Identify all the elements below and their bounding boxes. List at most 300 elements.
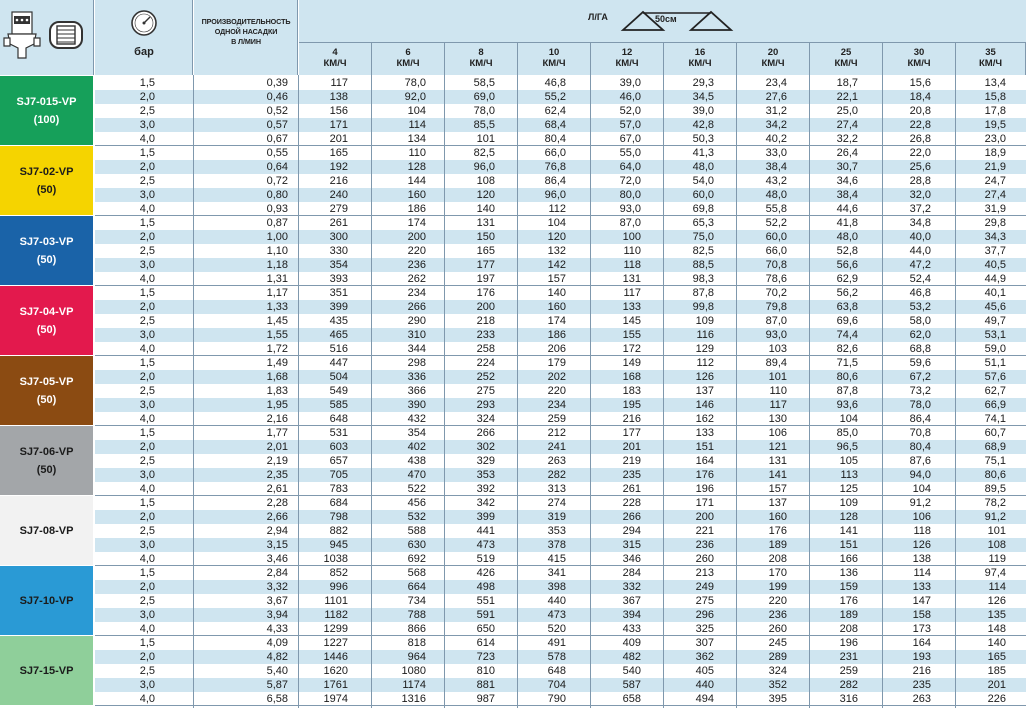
rate-cell: 39,0 <box>619 77 641 89</box>
flow-cell: 1,18 <box>266 259 288 271</box>
rate-cell: 19,5 <box>984 119 1006 131</box>
flow-cell: 0,55 <box>266 147 288 159</box>
table-row <box>95 328 1026 342</box>
rate-label: Л/ГА <box>588 12 608 22</box>
rate-cell: 87,8 <box>836 385 858 397</box>
rate-cell: 47,2 <box>909 259 931 271</box>
rate-cell: 259 <box>839 665 858 677</box>
rate-cell: 473 <box>476 539 495 551</box>
rate-cell: 87,0 <box>765 315 787 327</box>
flow-cell: 0,57 <box>266 119 288 131</box>
rate-cell: 390 <box>407 399 426 411</box>
pressure-cell: 1,5 <box>139 427 155 439</box>
rate-cell: 274 <box>547 497 566 509</box>
rate-cell: 193 <box>912 651 931 663</box>
nozzle-pack-size: (50) <box>36 253 57 266</box>
rate-cell: 692 <box>407 553 426 565</box>
rate-cell: 55,0 <box>619 147 641 159</box>
rate-cell: 202 <box>547 371 566 383</box>
rate-cell: 56,2 <box>836 287 858 299</box>
rate-cell: 96,0 <box>473 161 495 173</box>
rate-cell: 648 <box>329 413 348 425</box>
rate-cell: 85,5 <box>473 119 495 131</box>
pressure-cell: 1,5 <box>139 637 155 649</box>
rate-cell: 231 <box>839 651 858 663</box>
rate-cell: 409 <box>622 637 641 649</box>
rate-cell: 74,4 <box>836 329 858 341</box>
speed-value: 12 <box>621 47 633 58</box>
group-separator <box>95 705 1026 706</box>
table-row <box>95 510 1026 524</box>
rate-cell: 208 <box>768 553 787 565</box>
table-row <box>95 524 1026 538</box>
pressure-cell: 4,0 <box>139 413 155 425</box>
table-row <box>95 538 1026 552</box>
rate-cell: 263 <box>912 693 931 705</box>
pressure-cell: 3,0 <box>139 119 155 131</box>
table-row <box>95 356 1026 370</box>
nozzle-label <box>0 286 93 355</box>
rate-cell: 28,8 <box>909 175 931 187</box>
rate-cell: 27,4 <box>984 189 1006 201</box>
rate-cell: 440 <box>547 595 566 607</box>
rate-cell: 362 <box>695 651 714 663</box>
speed-header-20 <box>737 43 810 75</box>
nozzle-tip-icon <box>50 22 82 48</box>
rate-cell: 44,9 <box>984 273 1006 285</box>
pressure-cell: 3,0 <box>139 329 155 341</box>
rate-cell: 324 <box>476 413 495 425</box>
rate-cell: 341 <box>547 567 566 579</box>
flow-cell: 2,84 <box>266 567 288 579</box>
rate-cell: 85,0 <box>836 427 858 439</box>
rate-cell: 22,0 <box>909 147 931 159</box>
nozzle-label <box>0 356 93 425</box>
speed-unit: КМ/Ч <box>396 58 420 69</box>
rate-cell: 45,6 <box>984 301 1006 313</box>
rate-cell: 185 <box>987 665 1006 677</box>
rate-cell: 171 <box>695 497 714 509</box>
rate-cell: 324 <box>768 665 787 677</box>
pressure-gauge-icon <box>95 0 193 46</box>
rate-cell: 810 <box>476 665 495 677</box>
rate-cell: 164 <box>695 455 714 467</box>
rate-cell: 302 <box>476 441 495 453</box>
rate-cell: 866 <box>407 623 426 635</box>
column-line <box>517 75 518 708</box>
rate-cell: 79,8 <box>765 301 787 313</box>
rate-cell: 101 <box>987 525 1006 537</box>
rate-cell: 91,2 <box>984 511 1006 523</box>
speed-unit: КМ/Ч <box>978 58 1003 69</box>
flow-cell: 1,10 <box>266 245 288 257</box>
rate-cell: 220 <box>407 245 426 257</box>
rate-cell: 23,4 <box>765 77 787 89</box>
rate-cell: 329 <box>476 455 495 467</box>
rate-cell: 259 <box>547 413 566 425</box>
rate-cell: 26,8 <box>909 133 931 145</box>
rate-cell: 294 <box>622 525 641 537</box>
table-row <box>95 160 1026 174</box>
rate-cell: 68,4 <box>544 119 566 131</box>
pressure-cell: 1,5 <box>139 147 155 159</box>
rate-cell: 260 <box>768 623 787 635</box>
flow-label-line: ОДНОЙ НАСАДКИ <box>214 27 278 36</box>
pressure-cell: 2,5 <box>139 245 155 257</box>
rate-cell: 103 <box>768 343 787 355</box>
rate-cell: 156 <box>329 105 348 117</box>
rate-cell: 201 <box>329 133 348 145</box>
rate-cell: 13,4 <box>984 77 1006 89</box>
rate-cell: 234 <box>547 399 566 411</box>
table-row <box>95 146 1026 160</box>
rate-cell: 104 <box>407 105 426 117</box>
rate-cell: 157 <box>768 483 787 495</box>
pressure-cell: 4,0 <box>139 203 155 215</box>
rate-cell: 117 <box>330 77 348 89</box>
rate-cell: 336 <box>407 371 426 383</box>
rate-cell: 174 <box>407 217 426 229</box>
nozzle-label <box>0 496 93 565</box>
rate-cell: 398 <box>547 581 566 593</box>
rate-cell: 1174 <box>402 679 426 691</box>
flow-cell: 6,58 <box>266 693 288 705</box>
table-row <box>95 370 1026 384</box>
rate-cell: 189 <box>839 609 858 621</box>
rate-cell: 68,8 <box>909 343 931 355</box>
rate-cell: 498 <box>476 581 495 593</box>
rate-cell: 49,7 <box>984 315 1006 327</box>
pressure-cell: 2,5 <box>139 665 155 677</box>
rate-cell: 108 <box>476 175 495 187</box>
rate-cell: 1620 <box>323 665 348 677</box>
rate-cell: 24,7 <box>984 175 1006 187</box>
rate-cell: 38,4 <box>836 189 858 201</box>
rate-cell: 588 <box>407 525 426 537</box>
pressure-cell: 2,5 <box>139 525 155 537</box>
rate-cell: 117 <box>623 287 641 299</box>
rate-cell: 482 <box>622 651 641 663</box>
rate-cell: 186 <box>547 329 566 341</box>
rate-cell: 52,0 <box>619 105 641 117</box>
table-row <box>95 594 1026 608</box>
rate-cell: 540 <box>622 665 641 677</box>
rate-cell: 99,8 <box>692 301 714 313</box>
table-row <box>95 174 1026 188</box>
speed-unit: КМ/Ч <box>761 58 785 69</box>
column-line <box>298 75 299 708</box>
pressure-cell: 3,0 <box>139 679 155 691</box>
rate-cell: 109 <box>839 497 858 509</box>
speed-unit: КМ/Ч <box>469 58 493 69</box>
rate-cell: 447 <box>329 357 348 369</box>
rate-cell: 133 <box>695 427 714 439</box>
rate-cell: 26,4 <box>836 147 858 159</box>
rate-cell: 146 <box>695 399 714 411</box>
spacing-label: 50см <box>655 14 677 24</box>
rate-cell: 104 <box>547 217 566 229</box>
rate-cell: 32,2 <box>836 133 858 145</box>
rate-cell: 150 <box>476 231 495 243</box>
rate-cell: 658 <box>622 693 641 705</box>
rate-cell: 367 <box>622 595 641 607</box>
table-row <box>95 454 1026 468</box>
rate-cell: 87,8 <box>692 287 714 299</box>
rate-cell: 456 <box>407 497 426 509</box>
rate-cell: 228 <box>622 497 641 509</box>
rate-cell: 177 <box>622 427 641 439</box>
rate-cell: 491 <box>547 637 566 649</box>
rate-cell: 1038 <box>323 553 348 565</box>
flow-cell: 1,77 <box>266 427 288 439</box>
rate-cell: 144 <box>407 175 426 187</box>
speed-header-30 <box>883 43 956 75</box>
rate-cell: 192 <box>329 161 348 173</box>
rate-cell: 17,8 <box>984 105 1006 117</box>
table-row <box>95 440 1026 454</box>
rate-cell: 282 <box>547 469 566 481</box>
rate-cell: 183 <box>622 385 641 397</box>
rate-cell: 325 <box>695 623 714 635</box>
flow-cell: 0,93 <box>266 203 288 215</box>
rate-cell: 245 <box>768 637 787 649</box>
table-row <box>95 90 1026 104</box>
rate-cell: 220 <box>768 595 787 607</box>
table-row <box>95 104 1026 118</box>
rate-cell: 435 <box>329 315 348 327</box>
rate-cell: 342 <box>476 497 495 509</box>
rate-cell: 818 <box>407 637 426 649</box>
rate-cell: 298 <box>407 357 426 369</box>
rate-cell: 158 <box>912 609 931 621</box>
flow-cell: 4,82 <box>266 651 288 663</box>
rate-cell: 27,6 <box>765 91 787 103</box>
rate-cell: 196 <box>695 483 714 495</box>
flow-cell: 0,87 <box>266 217 288 229</box>
rate-cell: 78,6 <box>765 273 787 285</box>
rate-cell: 70,2 <box>765 287 787 299</box>
rate-cell: 1182 <box>324 609 348 621</box>
rate-cell: 34,2 <box>765 119 787 131</box>
nozzle-pack-size: (50) <box>36 183 57 196</box>
rate-cell: 162 <box>695 413 714 425</box>
rate-cell: 87,6 <box>909 455 931 467</box>
rate-cell: 438 <box>407 455 426 467</box>
rate-cell: 881 <box>476 679 495 691</box>
table-row <box>95 468 1026 482</box>
rate-cell: 34,8 <box>909 217 931 229</box>
rate-cell: 258 <box>476 343 495 355</box>
pressure-cell: 2,5 <box>139 595 155 607</box>
rate-cell: 126 <box>695 371 714 383</box>
rate-cell: 236 <box>695 539 714 551</box>
rate-cell: 60,7 <box>984 427 1006 439</box>
rate-cell: 176 <box>768 525 787 537</box>
pressure-cell: 1,5 <box>139 287 155 299</box>
rate-cell: 74,1 <box>984 413 1006 425</box>
flow-cell: 1,45 <box>266 315 288 327</box>
rate-cell: 101 <box>768 371 787 383</box>
rate-cell: 131 <box>476 217 495 229</box>
speed-header-4 <box>299 43 372 75</box>
rate-cell: 53,2 <box>909 301 931 313</box>
rate-cell: 882 <box>329 525 348 537</box>
rate-cell: 235 <box>622 469 641 481</box>
flow-cell: 2,19 <box>266 455 288 467</box>
rate-cell: 92,0 <box>404 91 426 103</box>
rate-cell: 378 <box>547 539 566 551</box>
rate-cell: 157 <box>547 273 566 285</box>
rate-cell: 25,6 <box>909 161 931 173</box>
flow-cell: 0,52 <box>266 105 288 117</box>
rate-cell: 52,2 <box>765 217 787 229</box>
rate-cell: 136 <box>839 567 858 579</box>
pressure-cell: 3,0 <box>139 609 155 621</box>
rate-cell: 261 <box>329 217 348 229</box>
rate-cell: 519 <box>476 553 495 565</box>
rate-cell: 80,6 <box>836 371 858 383</box>
flow-cell: 2,35 <box>266 469 288 481</box>
speed-value: 4 <box>332 47 338 58</box>
rate-cell: 80,4 <box>909 441 931 453</box>
pressure-cell: 3,0 <box>139 189 155 201</box>
flow-cell: 1,31 <box>266 273 288 285</box>
rate-cell: 105 <box>839 455 858 467</box>
column-line <box>736 75 737 708</box>
rate-cell: 57,0 <box>619 119 641 131</box>
rate-cell: 650 <box>476 623 495 635</box>
rate-cell: 82,5 <box>692 245 714 257</box>
rate-cell: 432 <box>407 413 426 425</box>
rate-cell: 34,6 <box>836 175 858 187</box>
rate-cell: 117 <box>769 399 787 411</box>
rate-cell: 1761 <box>323 679 348 691</box>
rate-cell: 34,5 <box>692 91 714 103</box>
rate-cell: 101 <box>476 133 495 145</box>
rate-cell: 60,0 <box>765 231 787 243</box>
rate-cell: 216 <box>622 413 641 425</box>
rate-cell: 37,7 <box>984 245 1006 257</box>
rate-cell: 69,0 <box>473 91 495 103</box>
nozzle-name: SJ7-02-VP <box>19 165 74 178</box>
flow-cell: 2,16 <box>266 413 288 425</box>
pressure-cell: 2,5 <box>139 455 155 467</box>
flow-cell: 2,61 <box>266 483 288 495</box>
rate-cell: 165 <box>476 245 495 257</box>
rate-cell: 38,4 <box>765 161 787 173</box>
table-row <box>95 482 1026 496</box>
rate-cell: 226 <box>987 693 1006 705</box>
rate-cell: 330 <box>329 245 348 257</box>
pressure-cell: 4,0 <box>139 693 155 705</box>
speed-value: 30 <box>913 47 925 58</box>
rate-cell: 648 <box>547 665 566 677</box>
rate-cell: 179 <box>547 357 566 369</box>
flow-cell: 1,83 <box>266 385 288 397</box>
rate-cell: 465 <box>329 329 348 341</box>
rate-cell: 261 <box>622 483 641 495</box>
rate-cell: 25,0 <box>836 105 858 117</box>
table-row <box>95 286 1026 300</box>
rate-cell: 59,6 <box>909 357 931 369</box>
rate-cell: 55,2 <box>544 91 566 103</box>
nozzle-pack-size: (50) <box>36 323 57 336</box>
flow-cell: 0,67 <box>266 133 288 145</box>
rate-cell: 352 <box>768 679 787 691</box>
rate-cell: 48,0 <box>692 161 714 173</box>
rate-cell: 293 <box>476 399 495 411</box>
rate-cell: 394 <box>622 609 641 621</box>
rate-cell: 87,0 <box>619 217 641 229</box>
rate-cell: 241 <box>547 441 566 453</box>
header-flow-cell <box>194 0 298 75</box>
rate-cell: 240 <box>329 189 348 201</box>
rate-cell: 67,0 <box>619 133 641 145</box>
rate-cell: 201 <box>622 441 641 453</box>
flow-cell: 4,33 <box>266 623 288 635</box>
pressure-cell: 2,0 <box>139 651 155 663</box>
flow-cell: 1,55 <box>266 329 288 341</box>
table-row <box>95 412 1026 426</box>
speed-value: 25 <box>840 47 852 58</box>
rate-cell: 67,2 <box>909 371 931 383</box>
rate-cell: 51,1 <box>984 357 1006 369</box>
nozzle-label <box>0 566 93 635</box>
rate-cell: 110 <box>623 245 641 257</box>
column-line <box>882 75 883 708</box>
rate-cell: 151 <box>695 441 714 453</box>
rate-cell: 585 <box>329 399 348 411</box>
speed-value: 20 <box>767 47 779 58</box>
column-line <box>663 75 664 708</box>
rate-cell: 704 <box>547 679 566 691</box>
rate-cell: 116 <box>696 329 714 341</box>
speed-header-16 <box>664 43 737 75</box>
rate-cell: 441 <box>476 525 495 537</box>
rate-cell: 138 <box>912 553 931 565</box>
header-pressure-cell <box>95 0 193 75</box>
rate-cell: 32,0 <box>909 189 931 201</box>
flow-cell: 2,28 <box>266 497 288 509</box>
pressure-cell: 2,0 <box>139 91 155 103</box>
rate-cell: 118 <box>623 259 641 271</box>
speed-header-10 <box>518 43 591 75</box>
flow-cell: 2,94 <box>266 525 288 537</box>
rate-cell: 788 <box>407 609 426 621</box>
speed-header-6 <box>372 43 445 75</box>
pressure-cell: 1,5 <box>139 77 155 89</box>
flow-cell: 0,39 <box>266 77 288 89</box>
rate-cell: 315 <box>622 539 641 551</box>
nozzle-pack-size: (50) <box>36 393 57 406</box>
rate-cell: 208 <box>839 623 858 635</box>
rate-cell: 27,4 <box>836 119 858 131</box>
header-rate-cell <box>299 0 1026 43</box>
header-icons-cell <box>0 0 94 75</box>
speed-value: 35 <box>985 47 996 58</box>
rate-cell: 159 <box>839 581 858 593</box>
rate-cell: 42,8 <box>692 119 714 131</box>
rate-cell: 108 <box>987 539 1006 551</box>
nozzle-pack-size: (50) <box>36 463 57 476</box>
table-row <box>95 342 1026 356</box>
rate-cell: 73,2 <box>909 385 931 397</box>
rate-cell: 29,3 <box>692 77 714 89</box>
rate-cell: 48,0 <box>765 189 787 201</box>
rate-cell: 165 <box>987 651 1006 663</box>
pressure-cell: 1,5 <box>139 217 155 229</box>
rate-cell: 206 <box>547 343 566 355</box>
